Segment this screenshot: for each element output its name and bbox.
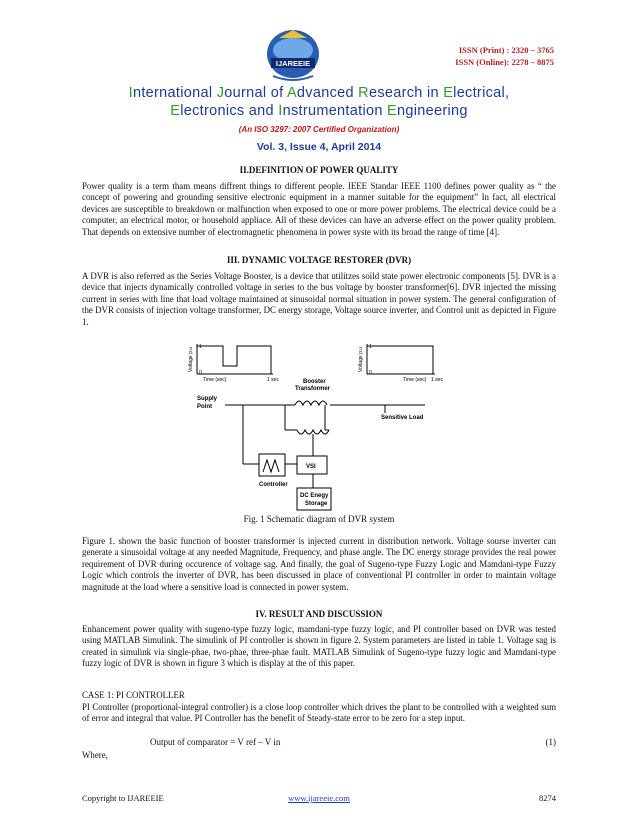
booster-label-2: Transformer [295, 386, 331, 392]
equation-text: Output of comparator = V ref – V in [150, 737, 281, 747]
volume-line: Vol. 3, Issue 4, April 2014 [256, 141, 382, 153]
section-4-body: Enhancement power quality with sugeno-type fuzzy logic, mamdani-type fuzzy logic, and PI controller based on DVR was tested using MATLAB Simulink. The simulink of PI controller is shown in figure 2. System parameters are listed in table 1. Voltage sag is created in simulink via single-phae, two-phae, three-phae fault. MATLAB Simulink of Sugeno-type fuzzy logic and Mamdani-type fuzzy logic of DVR is shown in figure 3 which is display at the of this paper. [82, 624, 556, 669]
supply-label-1: Supply [197, 396, 218, 402]
left-plot-end: 1 sec [267, 377, 279, 383]
where-label: Where, [82, 750, 108, 760]
journal-title-line1-segment-1: nternational [132, 85, 217, 101]
dc-storage-label-1: DC Enegy [300, 493, 329, 499]
dvr-schematic-figure [185, 338, 455, 514]
right-plot-end: 1 sec [431, 377, 443, 383]
footer-copyright: Copyright to IJAREEIE [82, 793, 164, 803]
right-plot-one: 1 [369, 344, 372, 350]
journal-title-line2-segment-5: ngineering [397, 103, 468, 119]
figure-caption: Fig. 1 Schematic diagram of DVR system [243, 514, 395, 524]
logo-text: IJAREEIE [275, 59, 311, 68]
issn-block [455, 44, 554, 68]
section-3-heading: III. DYNAMIC VOLTAGE RESTORER (DVR) [226, 255, 412, 265]
equation-number: (1) [545, 737, 556, 747]
left-plot-xlabel: Time (sec) [203, 377, 227, 383]
journal-title-line2-segment-0: E [170, 103, 181, 119]
journal-title-line1-segment-5: dvanced [296, 85, 359, 101]
issn-online: ISSN (Online): 2278 – 8875 [455, 57, 554, 67]
equation-1 [150, 737, 556, 747]
journal-title-line1-segment-9: lectrical, [453, 85, 510, 101]
journal-title-line2-segment-4: E [387, 103, 398, 119]
journal-title-line1 [0, 85, 638, 101]
journal-title-line2-segment-2: I [278, 103, 283, 119]
journal-title-line1-segment-0: I [128, 85, 133, 101]
journal-title-line1-segment-4: A [286, 85, 297, 101]
right-plot-xlabel: Time (sec) [403, 377, 427, 383]
section-2-body: Power quality is a term tham means diffrent things to different people. IEEE Standar IEEE 1100 defines power quality as “ the concept of powering and grounding sensitive electronic equipment in a manner suitable for the equipment” In fact, all electrical devices are susceptible to breakdown or malfunction when exposed to one or more power problems. The electrical device could be a computer, an electrical motor, or household appliace. All of these devices can have an adverse effect on the power quality problem. That depends on extensive number of electromagnetic phenomena in power syste with its broad the range of time [4]. [82, 181, 556, 237]
supply-label-2: Point [197, 404, 212, 410]
sensitive-load-label: Sensitive Load [381, 415, 424, 421]
left-plot-one: 1 [199, 344, 202, 350]
page-footer [82, 793, 556, 803]
footer-url-link[interactable]: www.ijareeie.com [288, 793, 350, 803]
right-plot-ylabel: Voltage p.u [358, 346, 364, 372]
journal-title-line2-segment-1: lectronics and [180, 103, 279, 119]
section-2-heading: II.DEFINITION OF POWER QUALITY [239, 165, 399, 175]
booster-secondary-coil [297, 430, 329, 434]
organization-line: (An ISO 3297: 2007 Certified Organization) [238, 125, 400, 134]
left-plot-zero: 0 [199, 370, 202, 376]
journal-title-line1-segment-2: J [216, 85, 225, 101]
booster-label-1: Booster [303, 379, 326, 385]
controller-label: Controller [259, 482, 288, 488]
left-plot-ylabel: Voltage p.u [188, 346, 194, 372]
journal-title-line2 [0, 103, 638, 119]
controller-symbol [263, 460, 279, 472]
section-4-heading: IV. RESULT AND DISCUSSION [255, 609, 383, 619]
vsi-label: VSI [306, 464, 316, 470]
booster-primary-coil [295, 401, 327, 405]
footer-page-number: 8274 [539, 793, 556, 803]
right-plot-restored-waveform [367, 346, 433, 374]
case-1-heading: CASE 1: PI CONTROLLER [82, 690, 185, 700]
journal-title-line1-segment-6: R [358, 85, 369, 101]
left-plot-sag-waveform [197, 346, 271, 374]
case-1-body: PI Controller (proportional-integral controller) is a close loop controller which drives the plant to be controlled with a weighted sum of error and integral that value. PI Controller has the benefit of Steady-state error to be zero for a step input. [82, 702, 556, 724]
journal-title-line1-segment-3: ournal of [224, 85, 287, 101]
issn-print: ISSN (Print) : 2320 – 3765 [458, 45, 554, 55]
right-plot-zero: 0 [369, 370, 372, 376]
dc-storage-label-2: Storage [305, 501, 328, 507]
journal-logo [265, 28, 321, 86]
journal-title-line1-segment-8: E [443, 85, 454, 101]
section-3-body: A DVR is also referred as the Series Voltage Booster, is a device that utilitzes soild state power electronic components [5]. DVR is a device that injects dynamically controlled voltage in series to the bus voltage by booster transformer[6]. DVR injected the missing current in series with line that load voltage maintained at sinusoidal normal situation in power system. The general configuration of the DVR consists of injection voltage transformer, DC energy storage, Voltage source inverter, and Control unit as depicted in Figure 1. [82, 271, 556, 327]
controller-box [259, 454, 285, 476]
journal-title-line2-segment-3: nstrumentation [282, 103, 388, 119]
section-3-body-continued: Figure 1. shown the basic function of booster transformer is injected current in distribution network. Voltage sourse inverter can generate a sinusoidal voltage at any needed Magnitude, Frequency, and phase angle. The DC energy storage provides the real power requirement of DVR during occurence of voltage sag. And finally, the goal of Sugeno-type Fuzzy Logic and Mamdani-type Fuzzy Logic which controls the inverter of DVR, has been discussed in place of conventional PI controller in order to maintain voltage magnitude at the load where a sensitive load is connected in power system. [82, 536, 556, 592]
journal-title-line1-segment-7: esearch in [368, 85, 444, 101]
